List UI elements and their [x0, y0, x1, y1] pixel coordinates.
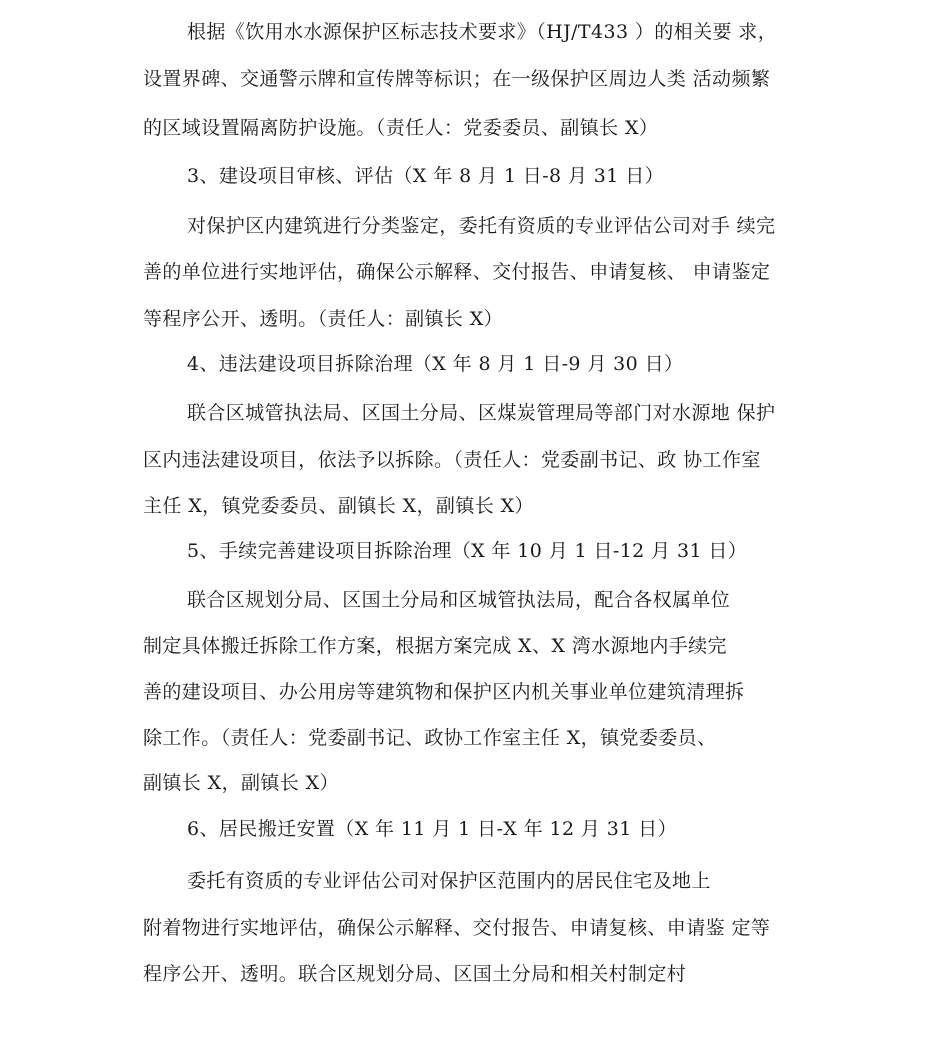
paragraph-line: 除工作。（责任人：党委副书记、政协工作室主任 X，镇党委委员、 [143, 727, 717, 749]
section-heading: 4、违法建设项目拆除治理（X 年 8 月 1 日-9 月 30 日） [187, 353, 684, 375]
paragraph-line: 善的建设项目、办公用房等建筑物和保护区内机关事业单位建筑清理拆 [143, 681, 745, 703]
paragraph-line: 设置界碑、交通警示牌和宣传牌等标识；在一级保护区周边人类 活动频繁 [143, 68, 771, 90]
section-heading: 5、手续完善建设项目拆除治理（X 年 10 月 1 日-12 月 31 日） [187, 540, 748, 562]
paragraph-line: 委托有资质的专业评估公司对保护区范围内的居民住宅及地上 [187, 870, 711, 892]
paragraph-line: 联合区规划分局、区国土分局和区城管执法局，配合各权属单位 [187, 589, 731, 611]
section-heading: 3、建设项目审核、评估（X 年 8 月 1 日-8 月 31 日） [187, 165, 664, 187]
paragraph-line: 联合区城管执法局、区国土分局、区煤炭管理局等部门对水源地 保护 [187, 402, 776, 424]
paragraph-line: 区内违法建设项目，依法予以拆除。（责任人：党委副书记、政 协工作室 [143, 449, 761, 471]
paragraph-line: 制定具体搬迁拆除工作方案，根据方案完成 X、X 湾水源地内手续完 [143, 635, 727, 657]
paragraph-line: 程序公开、透明。联合区规划分局、区国土分局和相关村制定村 [143, 963, 687, 985]
paragraph-line: 附着物进行实地评估，确保公示解释、交付报告、申请复核、申请鉴 定等 [143, 917, 771, 939]
paragraph-line: 善的单位进行实地评估，确保公示解释、交付报告、申请复核、 申请鉴定 [143, 261, 771, 283]
section-heading: 6、居民搬迁安置（X 年 11 月 1 日-X 年 12 月 31 日） [187, 818, 677, 840]
paragraph-line: 对保护区内建筑进行分类鉴定，委托有资质的专业评估公司对手 续完 [187, 215, 776, 237]
paragraph-line: 副镇长 X，副镇长 X） [143, 772, 339, 794]
paragraph-line: 的区域设置隔离防护设施。（责任人：党委委员、副镇长 X） [143, 117, 659, 139]
paragraph-line: 主任 X，镇党委委员、副镇长 X，副镇长 X） [143, 495, 534, 517]
paragraph-line: 等程序公开、透明。（责任人：副镇长 X） [143, 308, 504, 330]
paragraph-line: 根据《饮用水水源保护区标志技术要求》（HJ/T433 ）的相关要 求， [187, 21, 778, 43]
